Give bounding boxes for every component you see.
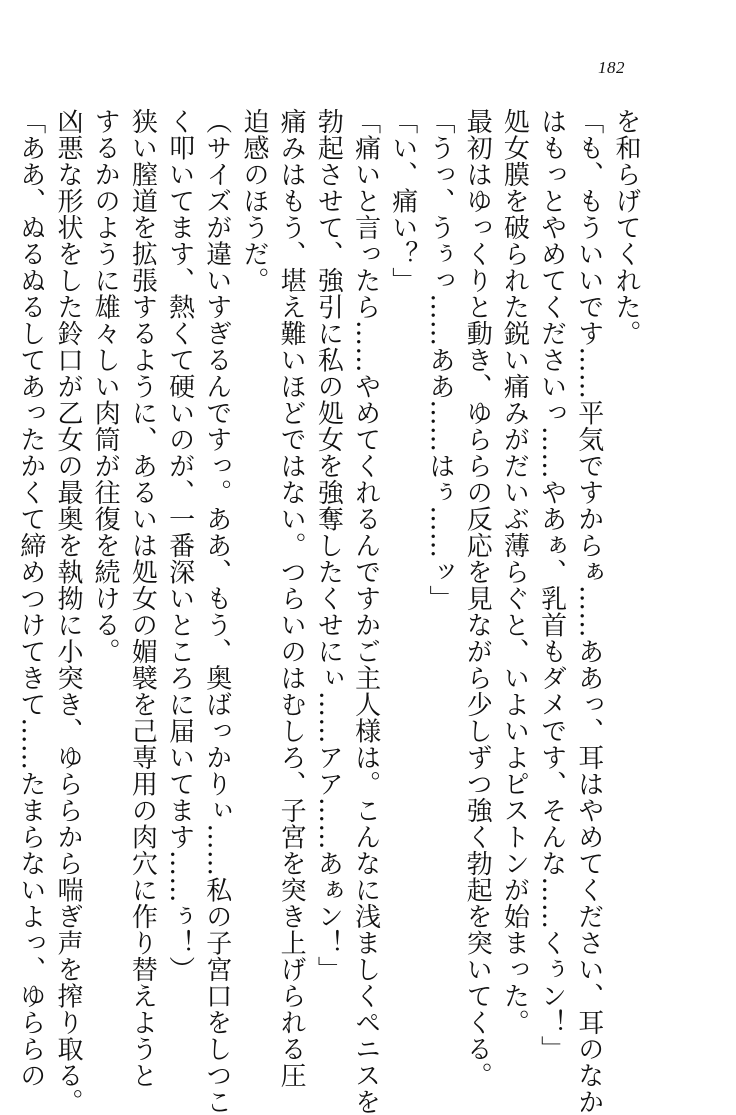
text-line: 凶悪な形状をした鈴口が乙女の最奥を執拗に小突き、ゆららから喘ぎ声を搾り取る。 [52,108,83,1115]
text-line: 迫感のほうだ。 [238,108,269,294]
text-line: く叩いてます、熱くて硬いのが、一番深いところに届いてます……ぅ！） [164,108,195,983]
body-text [15,108,644,1115]
text-line: 「ああ、ぬるぬるしてあったかくて締めつけてきて……たまらないよっ、ゆららの [15,108,46,1089]
text-line: 「い、痛い？」 [387,108,418,294]
text-line: 「も、もういいです……平気ですからぁ……ああっ、耳はやめてください、耳のなか [573,108,604,1115]
text-line: 最初はゆっくりと動き、ゆららの反応を見ながら少しずつ強く勃起を突いてくる。 [462,108,493,1089]
text-line: 痛みはもう、堪え難いほどではない。つらいのはむしろ、子宮を突き上げられる圧 [276,108,307,1089]
text-line: を和らげてくれた。 [611,108,641,347]
text-line: 「痛いと言ったら……やめてくれるんですかご主人様は。こんなに浅ましくペニスを [350,108,381,1115]
text-line: するかのように雄々しい肉筒が往復を続ける。 [90,108,121,665]
text-line: はもっとやめてくださいっ……やあぁ、乳首もダメです、そんな……くぅン！」 [536,108,567,1062]
text-line: 狭い膣道を拡張するように、あるいは処女の媚襞を己専用の肉穴に作り替えようと [127,108,158,1089]
page-number: 182 [598,58,625,77]
text-line: 「うっ、うぅっ……ああ……はぅ……ッ」 [424,108,455,612]
text-line: （サイズが違いすぎるんですっ。ああ、もう、奥ばっかりぃ……私の子宮口をしつこ [201,108,232,1115]
text-line: 処女膜を破られた鋭い痛みがだいぶ薄らぐと、いよいよピストンが始まった。 [499,108,530,1036]
text-line: 勃起させて、強引に私の処女を強奪したくせにぃ……アア……あぁン！」 [313,108,344,983]
